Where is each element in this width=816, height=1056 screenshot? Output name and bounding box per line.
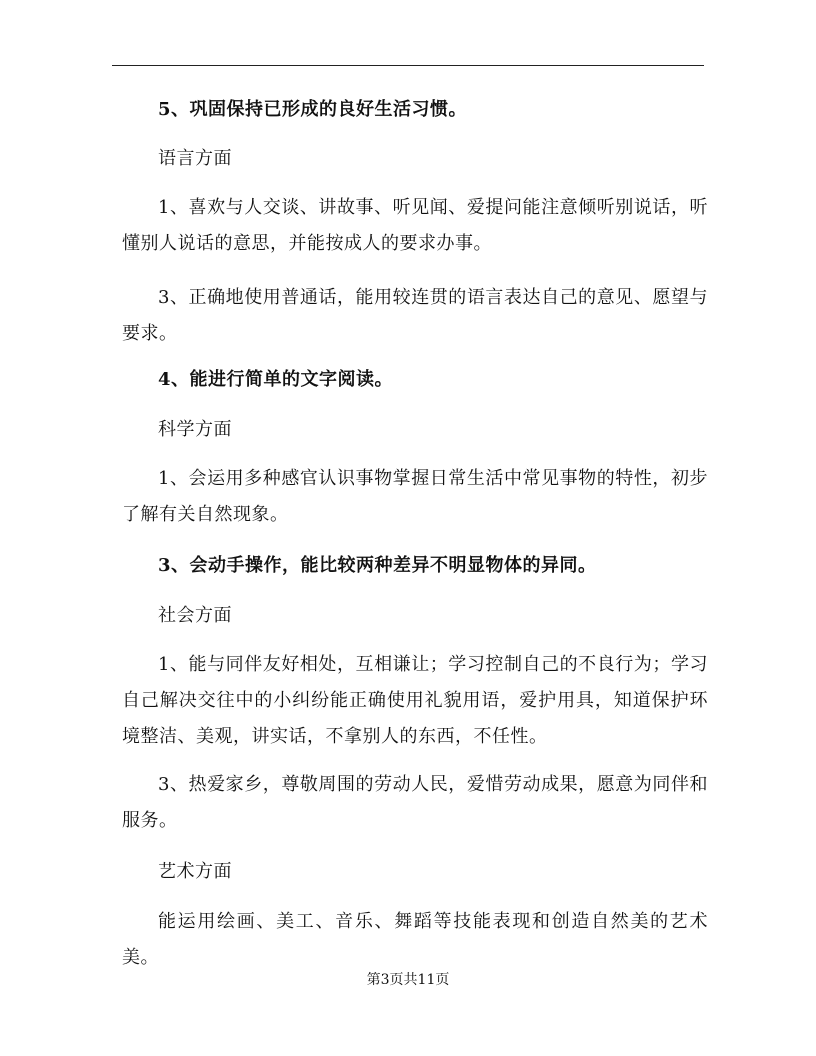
item-5-habits: 5、巩固保持已形成的良好生活习惯。 [158, 99, 468, 120]
section-heading-language: 语言方面 [158, 148, 232, 169]
page-number-footer: 第3页共11页 [366, 972, 450, 988]
language-item-3: 3、正确地使用普通话，能用较连贯的语言表达自己的意见、愿望与要求。 [122, 287, 708, 344]
science-item-1: 1、会运用多种感官认识事物掌握日常生活中常见事物的特性，初步了解有关自然现象。 [122, 468, 708, 525]
section-heading-science: 科学方面 [158, 419, 232, 440]
art-item: 能运用绘画、美工、音乐、舞蹈等技能表现和创造自然美的艺术美。 [122, 911, 708, 968]
language-item-1: 1、喜欢与人交谈、讲故事、听见闻、爱提问能注意倾听别说话，听懂别人说话的意思，并能按成人的要求办事。 [122, 197, 708, 254]
section-heading-art: 艺术方面 [158, 861, 232, 882]
header-rule [112, 65, 704, 66]
social-item-3: 3、热爱家乡，尊敬周围的劳动人民，爱惜劳动成果，愿意为同伴和服务。 [122, 774, 708, 831]
language-item-4: 4、能进行简单的文字阅读。 [158, 369, 394, 390]
science-item-3: 3、会动手操作，能比较两种差异不明显物体的异同。 [158, 555, 597, 576]
section-heading-social: 社会方面 [158, 605, 232, 626]
social-item-1: 1、能与同伴友好相处，互相谦让；学习控制自己的不良行为；学习自己解决交往中的小纠纷能正确使用礼貌用语，爱护用具，知道保护环境整洁、美观，讲实话，不拿别人的东西，不任性。 [122, 654, 708, 747]
